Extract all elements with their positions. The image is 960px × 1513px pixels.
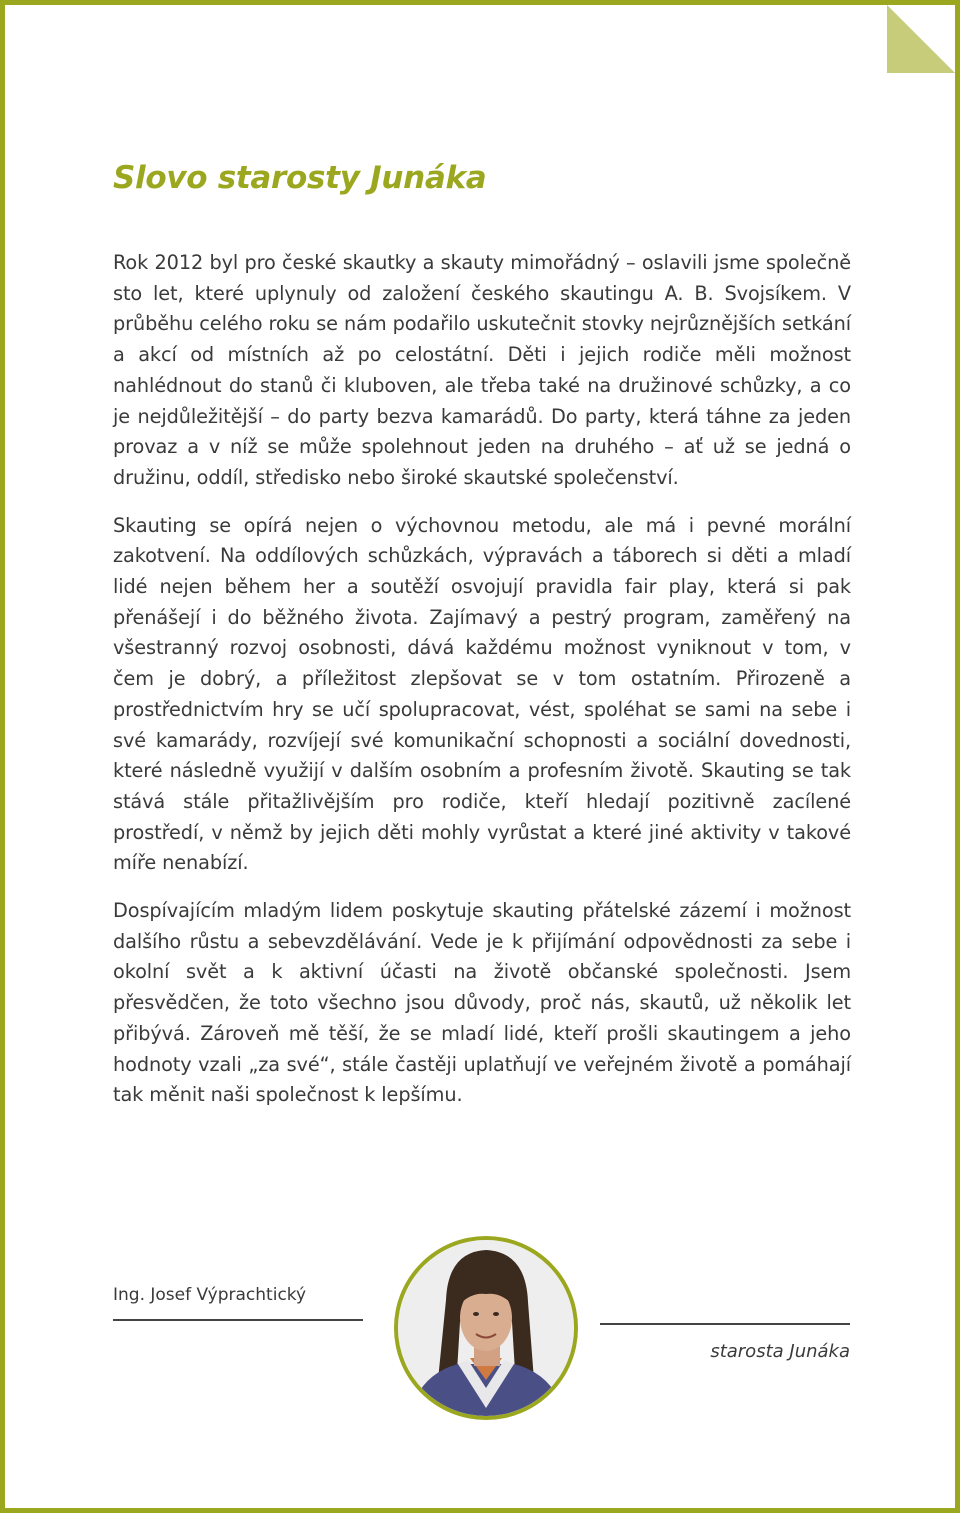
paragraph-3: Dospívajícím mladým lidem poskytuje skauting přátelské zázemí i možnost dalšího růstu a sebevzdělávání. Vede je k přijímání odpovědnosti za sebe i okolní svět a k aktivní účasti na životě občanské společnosti. Jsem přesvědčen, že toto všechno jsou důvody, proč nás, skautů, už několik let přibývá. Zároveň mě těší, že se mladí lidé, kteří prošli skautingem a jeho hodnoty vzali „za své“, stále častěji uplatňují ve veřejném životě a pomáhají tak měnit naši společnost k lepšímu.	[113, 899, 851, 1107]
signature-line-right	[600, 1323, 850, 1325]
signature-line-left	[113, 1319, 363, 1321]
signer-role: starosta Junáka	[710, 1341, 850, 1362]
portrait-photo-icon	[388, 1230, 584, 1426]
paragraph-1: Rok 2012 byl pro české skautky a skauty mimořádný – oslavili jsme společně sto let, které uplynuly od založení českého skautingu A. B. Svojsíkem. V průběhu celého roku se nám podařilo uskutečnit stovky nejrůznějších setkání a akcí od místních až po celostátní. Děti i jejich rodiče měli možnost nahlédnout do stanů či kluboven, ale třeba také na družinové schůzky, a co je nejdůležitější – do party bezva kamarádů. Do party, která táhne za jeden provaz a v níž se může spolehnout jeden na druhého – ať už se jedná o družinu, oddíl, středisko nebo široké skautské společenství.	[113, 251, 851, 489]
page-corner-fold-icon	[887, 5, 955, 73]
article-body	[113, 248, 851, 1128]
page-title: Slovo starosty Junáka	[113, 160, 487, 196]
signer-name: Ing. Josef Výprachtický	[113, 1285, 307, 1305]
paragraph-2: Skauting se opírá nejen o výchovnou metodu, ale má i pevné morální zakotvení. Na oddílových schůzkách, výpravách a táborech si děti a mladí lidé nejen během her a soutěží osvojují pravidla fair play, která si pak přenášejí i do běžného života. Zajímavý a pestrý program, zaměřený na všestranný rozvoj osobnosti, dává každému možnost vyniknout v tom, v čem je dobrý, a příležitost zlepšovat se v tom ostatním. Přirozeně a prostřednictvím hry se učí spolupracovat, vést, spoléhat se sami na sebe i své kamarády, rozvíjejí své komunikační schopnosti a sociální dovednosti, které následně využijí v dalším osobním a profesním životě. Skauting se tak stává stále přitažlivějším pro rodiče, kteří hledají pozitivně zacílené prostředí, v němž by jejich děti mohly vyrůstat a které jiné aktivity v takové míře nenabízí.	[113, 513, 851, 875]
